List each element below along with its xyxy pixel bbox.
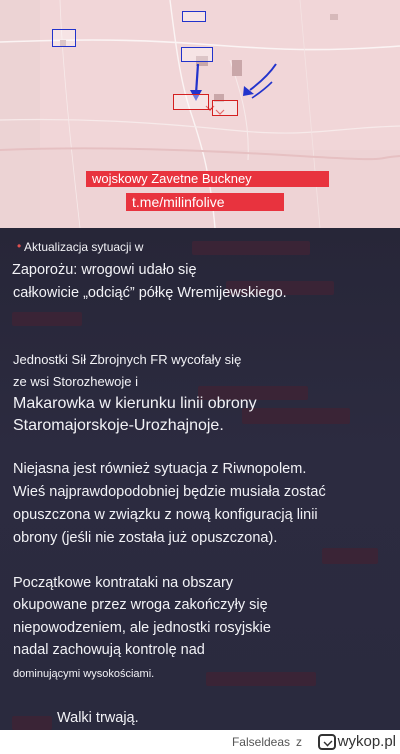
map-marker-box [173, 94, 209, 110]
post-line: całkowicie „odciąć” półkę Wremijewskiego. [13, 285, 287, 301]
post-text-panel [0, 228, 400, 730]
footer-separator: z [296, 735, 302, 749]
watermark-footer [0, 730, 400, 754]
post-line: obrony (jeśli nie została już opuszczona). [13, 530, 278, 546]
map-marker-box [52, 29, 76, 47]
post-line: niepowodzeniem, ale jednostki rosyjskie [13, 620, 271, 636]
map-marker-box [212, 100, 238, 116]
footer-site: wykop.pl [337, 733, 396, 750]
post-line: okupowane przez wroga zakończyły się [13, 597, 268, 613]
map-marker-box [182, 11, 206, 22]
redaction-mark [12, 716, 52, 730]
post-line: Zaporożu: wrogowi udało się [12, 262, 197, 278]
overlay-caption-2: t.me/milinfolive [126, 193, 284, 211]
footer-username[interactable]: Falseldeas [231, 735, 290, 749]
redaction-mark [242, 408, 350, 424]
post-line: Makarowka w kierunku linii obrony [13, 395, 257, 412]
map-marker-box [181, 47, 213, 62]
redaction-mark [206, 672, 316, 686]
post-line: Walki trwają. [57, 710, 139, 726]
post-line: dominującymi wysokościami. [13, 668, 155, 680]
bullet-icon: • [17, 239, 22, 253]
map-image [0, 0, 400, 228]
post-line: nadal zachowują kontrolę nad [13, 642, 205, 658]
redaction-mark [192, 241, 310, 255]
post-line: Jednostki Sił Zbrojnych FR wycofały się [13, 352, 242, 367]
redaction-mark [12, 312, 82, 326]
post-line: Staromajorskoje-Urozhajnoje. [13, 417, 224, 434]
post-line: Wieś najprawdopodobniej będzie musiała zostać [13, 484, 326, 500]
wykop-logo-icon [318, 734, 336, 750]
wykop-logo[interactable] [318, 733, 396, 750]
post-line: ze wsi Storozhewoje i [13, 374, 138, 389]
overlay-caption-1: wojskowy Zavetne Buckney [86, 171, 329, 187]
post-line: opuszczona w związku z nową konfiguracją linii [13, 507, 318, 523]
redaction-mark [322, 548, 378, 564]
post-line: Niejasna jest również sytuacja z Riwnopolem. [13, 461, 307, 477]
post-line: Początkowe kontrataki na obszary [13, 575, 234, 591]
post-line: Aktualizacja sytuacji w [24, 240, 144, 254]
